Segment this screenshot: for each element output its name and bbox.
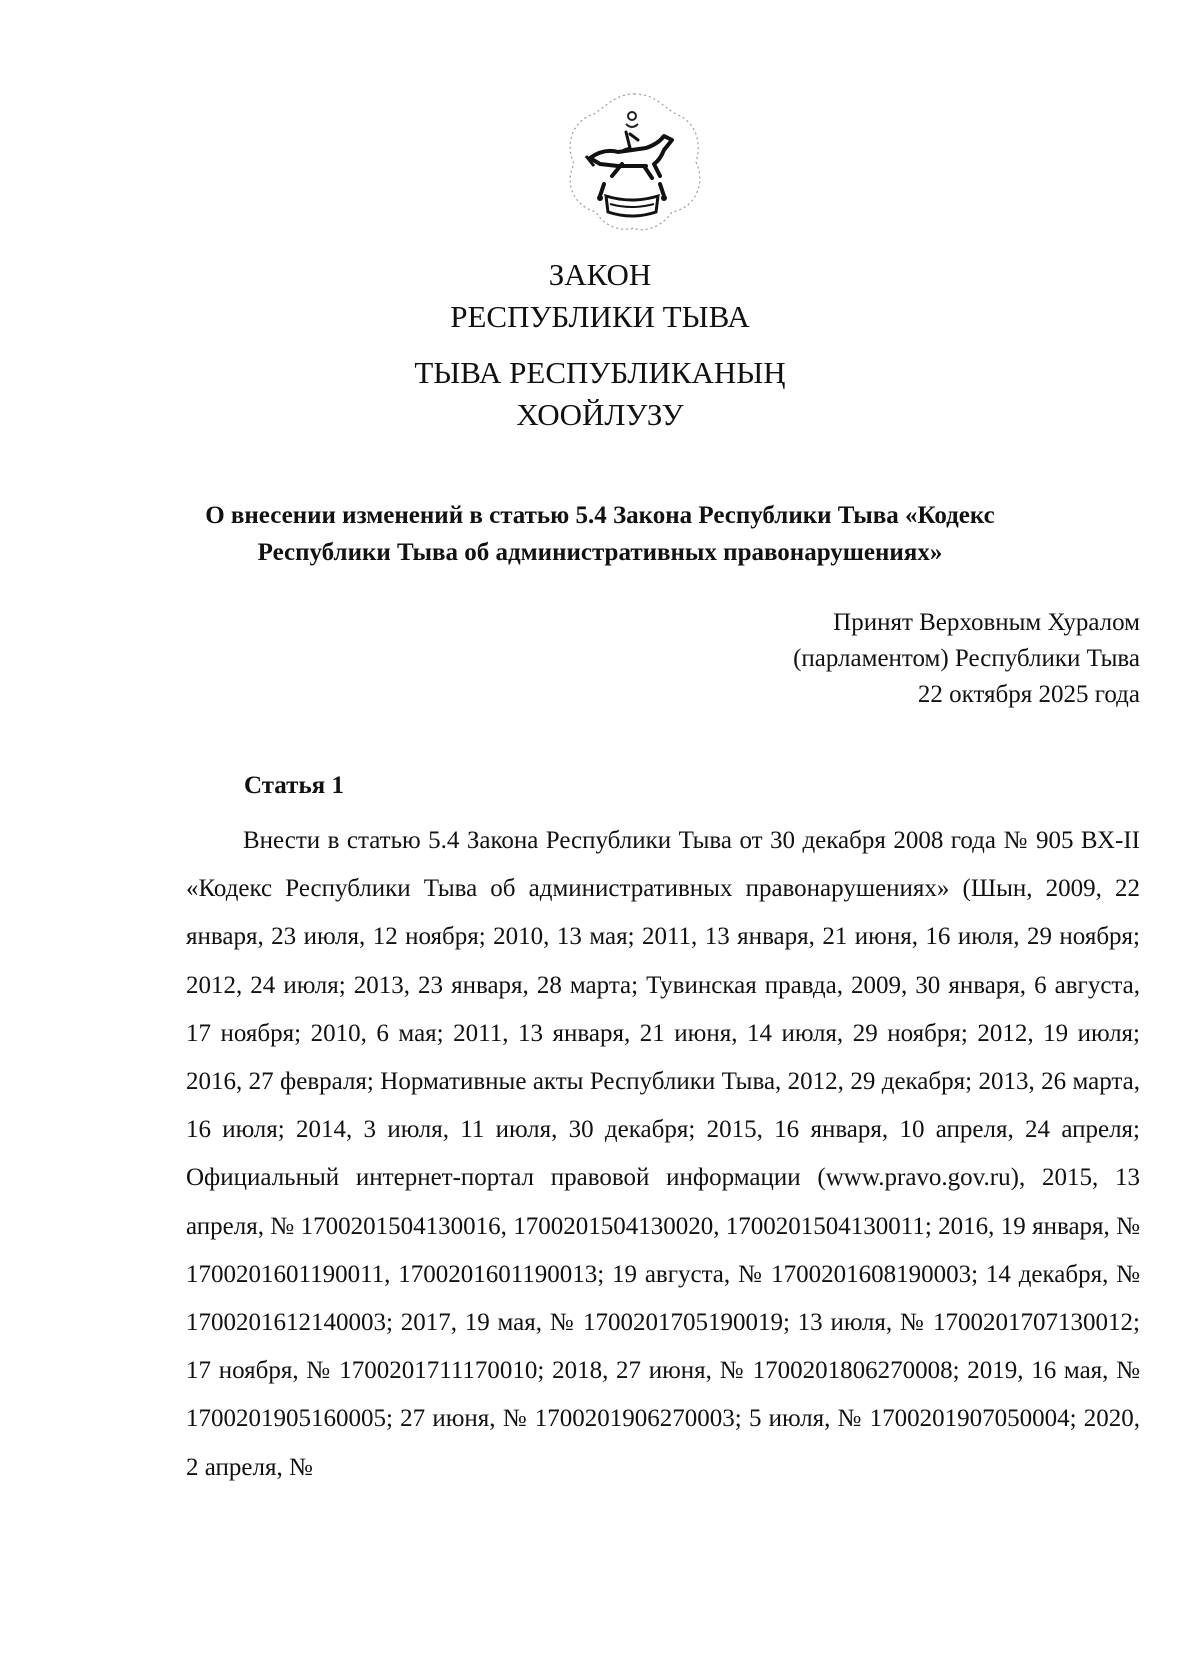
adoption-date: 22 октября 2025 года bbox=[917, 681, 1140, 708]
adoption-info bbox=[540, 605, 1140, 713]
law-subject bbox=[150, 497, 1050, 571]
law-title-tuvan-line: ХООЙЛУЗУ bbox=[516, 397, 684, 432]
law-subject-line: Республики Тыва об административных правонарушениях» bbox=[257, 539, 943, 566]
law-title bbox=[0, 254, 1200, 338]
article-1-body: Внести в статью 5.4 Закона Республики Тыва от 30 декабря 2008 года № 905 ВХ-II «Кодекс Республики Тыва об административных правонарушениях» (Шын, 2009, 22 января, 23 июля, 12 ноября; 2010, 13 мая; 2011, 13 января, 21 июня, 16 июля, 29 ноября; 2012, 24 июля; 2013, 23 января, 28 марта; Тувинская правда, 2009, 30 января, 6 августа, 17 ноября; 2010, 6 мая; 2011, 13 января, 21 июня, 14 июля, 29 ноября; 2012, 19 июля; 2016, 27 февраля; Нормативные акты Республики Тыва, 2012, 29 декабря; 2013, 26 марта, 16 июля; 2014, 3 июля, 11 июля, 30 декабря; 2015, 16 января, 10 апреля, 24 апреля; Официальный интернет-портал правовой информации (www.pravo.gov.ru), 2015, 13 апреля, № 1700201504130016, 1700201504130020, 1700201504130011; 2016, 19 января, № 1700201601190011, 1700201601190013; 19 августа, № 1700201608190003; 14 декабря, № 1700201612140003; 2017, 19 мая, № 1700201705190019; 13 июля, № 1700201707130012; 17 ноября, № 1700201711170010; 2018, 27 июня, № 1700201806270008; 2019, 16 мая, № 1700201905160005; 27 июня, № 1700201906270003; 5 июля, № 1700201907050004; 2020, 2 апреля, № bbox=[186, 827, 1140, 1481]
law-subject-line: О внесении изменений в статью 5.4 Закона Республики Тыва «Кодекс bbox=[205, 502, 995, 529]
adoption-line: Принят Верховным Хуралом bbox=[833, 609, 1140, 636]
law-title-tuvan bbox=[0, 352, 1200, 436]
law-title-tuvan-line: ТЫВА РЕСПУБЛИКАНЫҢ bbox=[414, 355, 786, 390]
law-title-line: ЗАКОН bbox=[548, 257, 652, 292]
law-title-line: РЕСПУБЛИКИ ТЫВА bbox=[450, 299, 750, 334]
article-1-heading: Статья 1 bbox=[244, 772, 344, 799]
tuva-coat-of-arms-icon bbox=[560, 86, 708, 236]
adoption-line: (парламентом) Республики Тыва bbox=[793, 645, 1140, 672]
